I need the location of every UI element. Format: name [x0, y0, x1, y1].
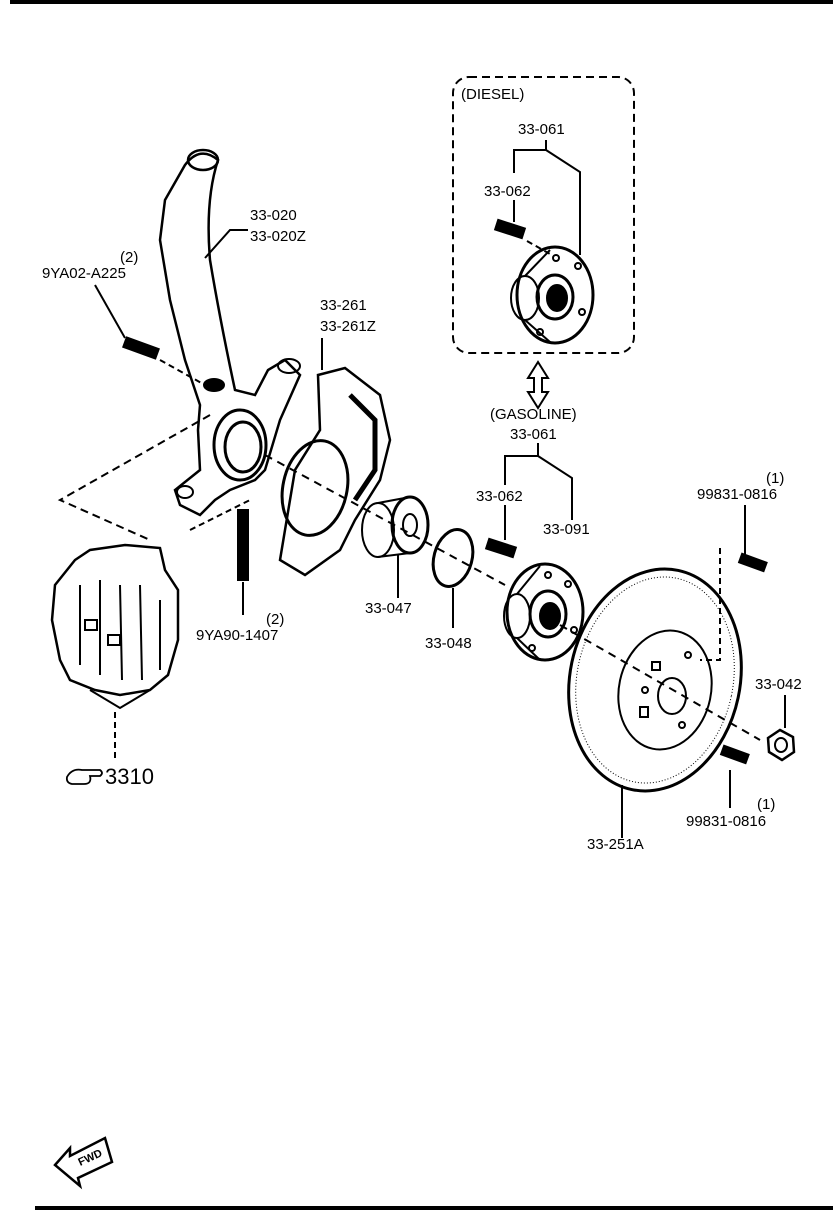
gasoline-hub [504, 564, 583, 660]
disc-screw-top [739, 554, 767, 571]
leader-diesel-hub [514, 140, 546, 173]
label-gasoline: (GASOLINE) [490, 406, 577, 423]
label-disc: 33-251A [587, 836, 644, 853]
knuckle-bolt [123, 337, 158, 358]
label-gasoline-bolt: 33-062 [476, 488, 523, 505]
label-bolt-qty: (2) [120, 249, 139, 266]
label-shield-a: 33-261 [320, 297, 367, 314]
label-caliper-ref: 3310 [105, 764, 154, 789]
disc-screw-bot [721, 746, 749, 763]
label-knuckle-a: 33-020 [250, 207, 297, 224]
label-fwd: FWD [76, 1147, 105, 1169]
label-shield-b: 33-261Z [320, 318, 376, 335]
stud [238, 510, 248, 580]
diesel-box [453, 77, 634, 353]
double-arrow-icon [528, 362, 548, 408]
label-screw-bot-part: 99831-0816 [686, 813, 767, 830]
brake-caliper [52, 545, 178, 708]
snap-ring [427, 525, 479, 591]
gasoline-bolt [486, 539, 516, 557]
bearing [362, 497, 428, 557]
label-diesel-bolt: 33-062 [484, 183, 531, 200]
label-diesel-hub: 33-061 [518, 121, 565, 138]
label-diesel: (DIESEL) [461, 86, 525, 103]
diesel-hub [511, 247, 593, 343]
label-nut: 33-042 [755, 676, 802, 693]
leader-gasoline-hub [505, 443, 538, 485]
label-screw-bot-qty: (1) [757, 796, 776, 813]
label-screw-top-part: 99831-0816 [697, 486, 778, 503]
label-gasoline-hub: 33-061 [510, 426, 557, 443]
label-knuckle-b: 33-020Z [250, 228, 306, 245]
label-bolt-part: 9YA02-A225 [42, 265, 126, 282]
label-stud-part: 9YA90-1407 [196, 627, 279, 644]
label-screw-top-qty: (1) [766, 470, 785, 487]
diesel-bolt [495, 220, 525, 238]
label-bearing: 33-047 [365, 600, 412, 617]
dust-shield [274, 368, 390, 575]
steering-knuckle [160, 150, 300, 515]
pointing-hand-icon [67, 770, 102, 784]
label-stud-qty: (2) [266, 611, 285, 628]
label-snap-ring: 33-048 [425, 635, 472, 652]
hub-nut [768, 730, 794, 760]
label-hub-ring: 33-091 [543, 521, 590, 538]
